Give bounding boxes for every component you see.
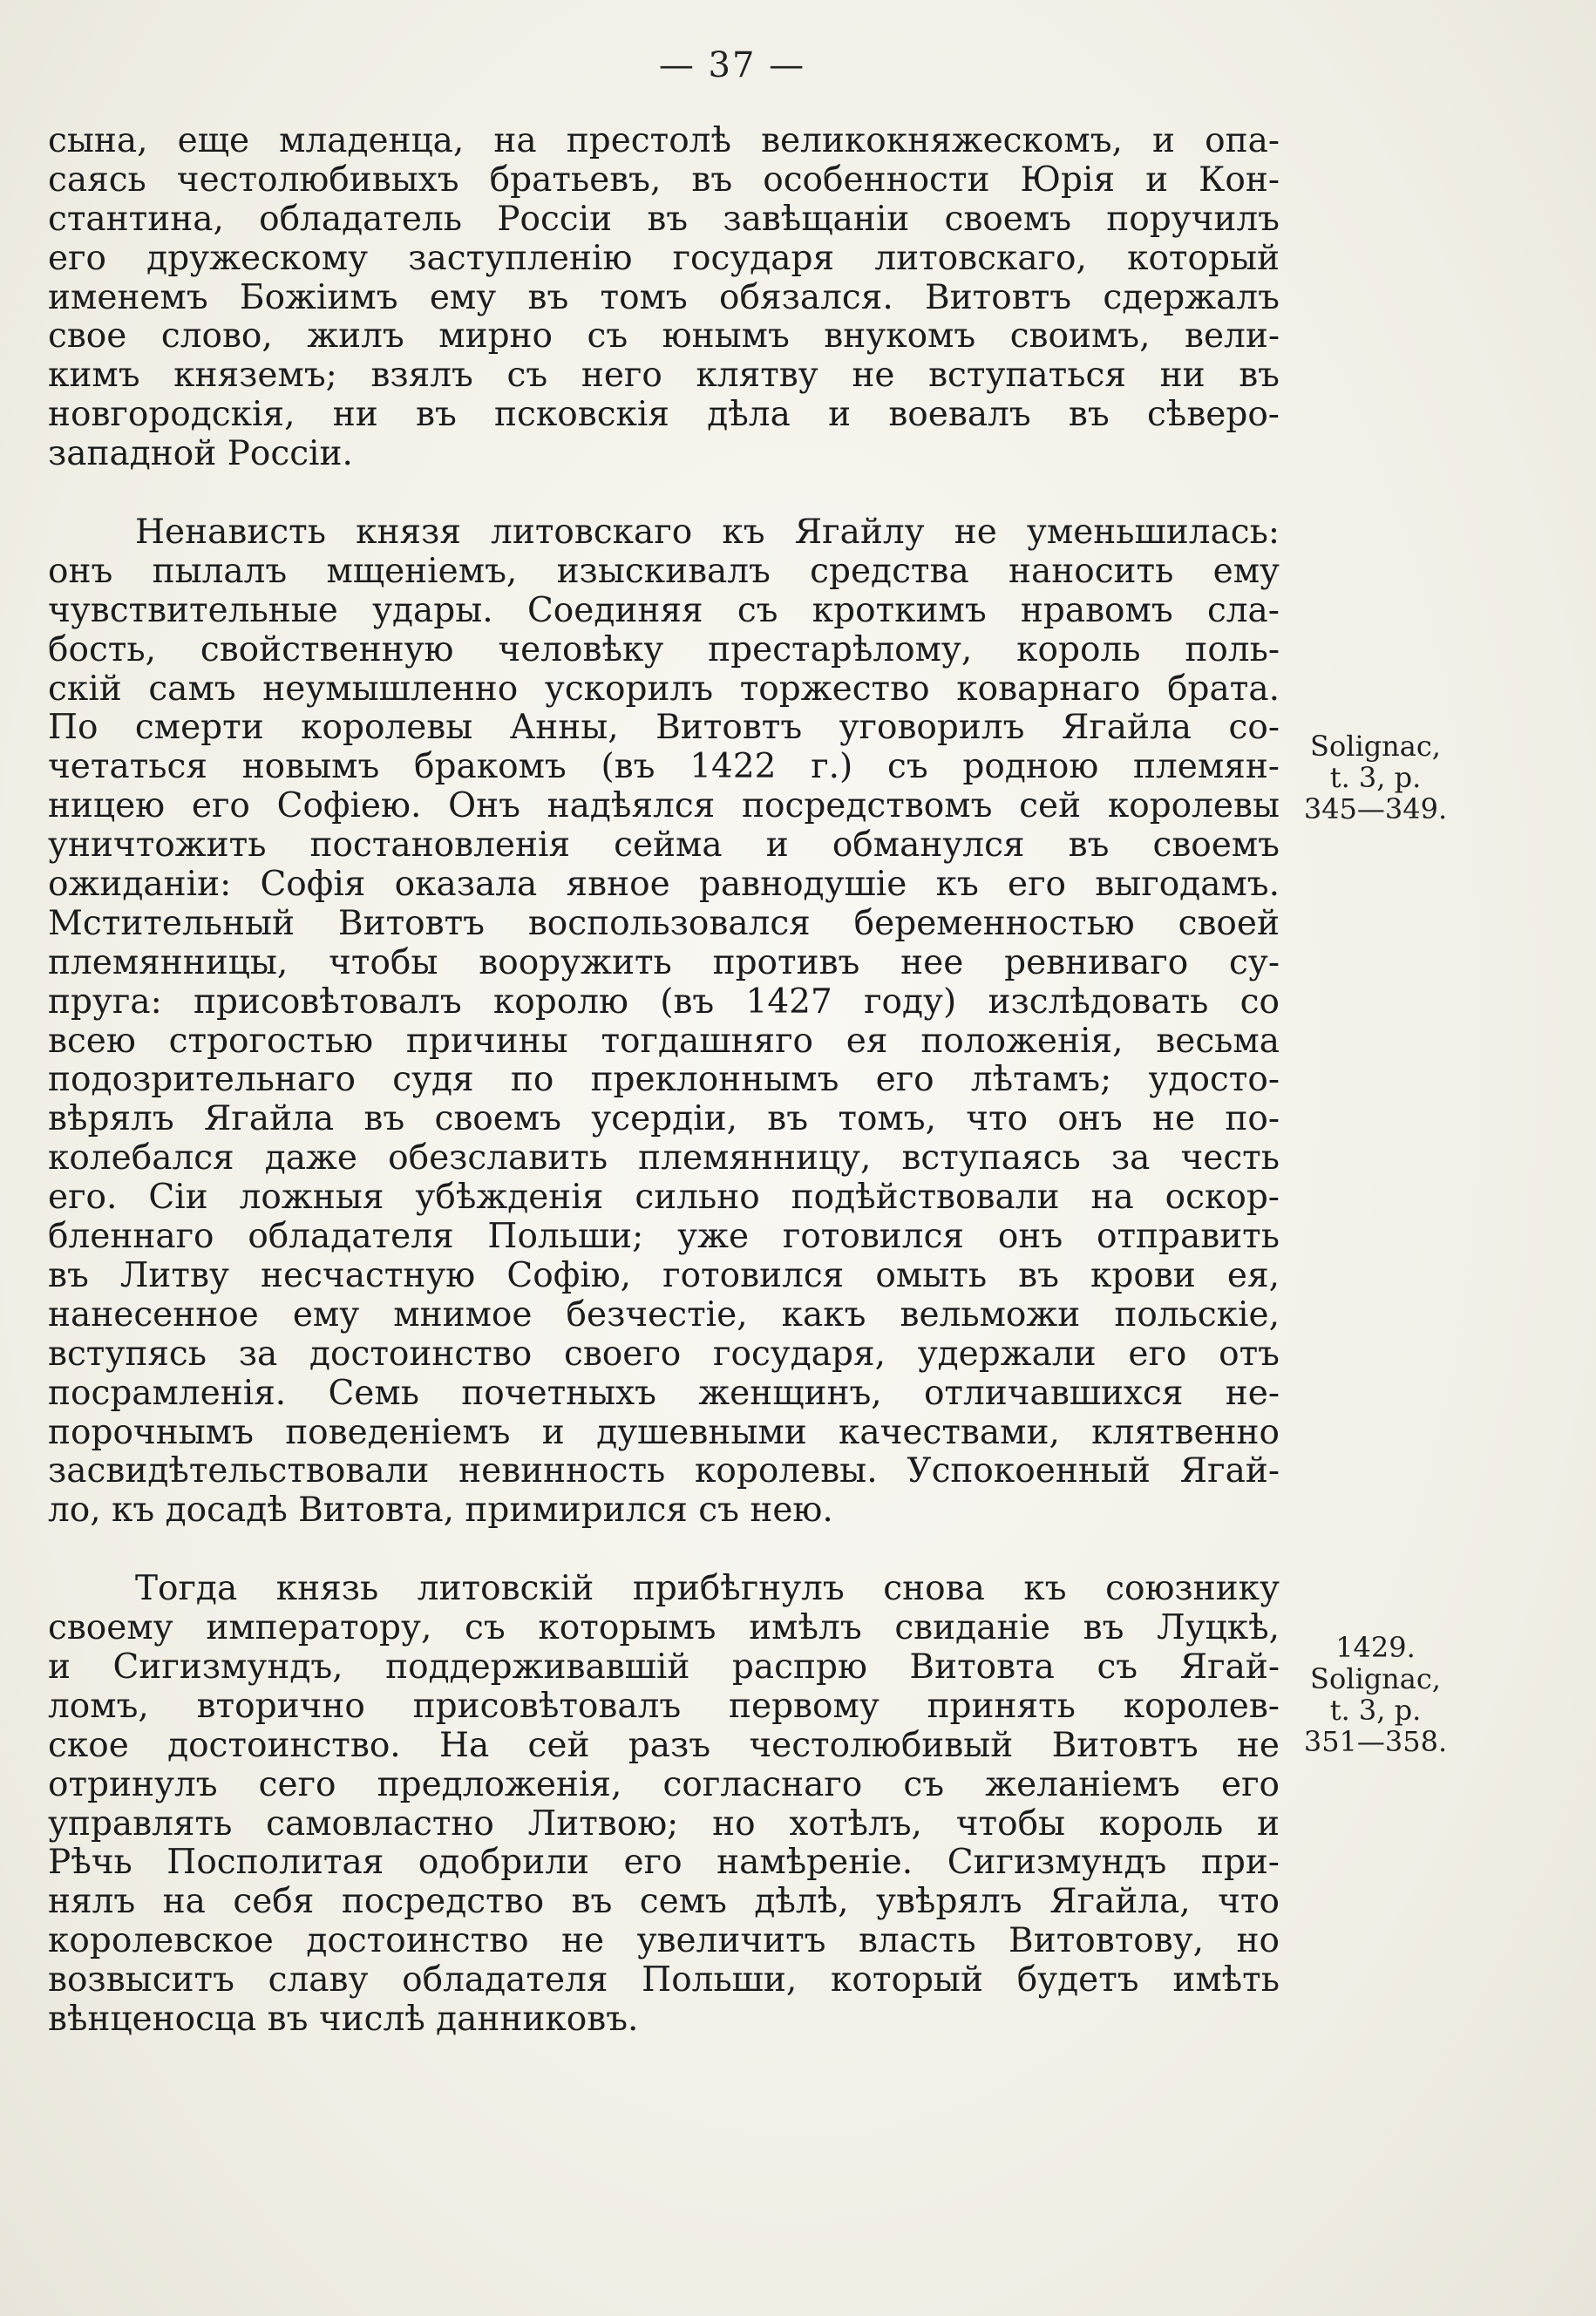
margin-note-line: 351—358. [1303,1725,1448,1758]
text-line: бость, свойственную человѣку престарѣлому, король поль- [48,630,1280,669]
margin-note-line: 1429. [1335,1631,1416,1664]
text-line: возвыситъ славу обладателя Польши, который будетъ имѣть [48,1961,1280,2000]
text-line: Тогда князь литовскій прибѣгнулъ снова къ союзнику [135,1570,1280,1609]
text-line: именемъ Божіимъ ему въ томъ обязался. Витовтъ сдержалъ [48,278,1280,317]
text-line: порочнымъ поведеніемъ и душевными качествами, клятвенно [48,1413,1280,1452]
margin-note-line: 345—349. [1303,792,1448,825]
text-line: вѣрялъ Ягайла въ своемъ усердіи, въ томъ, что онъ не по- [48,1100,1280,1139]
text-line: Ненависть князя литовскаго къ Ягайлу не уменьшилась: [135,513,1280,553]
text-line: ницею его Софіею. Онъ надѣялся посредствомъ сей королевы [48,787,1280,826]
text-line: королевское достоинство не увеличитъ власть Витовтову, но [48,1922,1280,1961]
text-line: всею строгостью причины тогдашняго ея положенія, весьма [48,1022,1280,1061]
text-line: ожиданіи: Софія оказала явное равнодушіе къ его выгодамъ. [48,866,1280,905]
text-line: четаться новымъ бракомъ (въ 1422 г.) съ родною племян- [48,748,1280,787]
text-line: бленнаго обладателя Польши; уже готовился онъ отправить [48,1218,1280,1257]
text-line: вѣнценосца въ числѣ данниковъ. [48,2000,639,2039]
text-line: уничтожить постановленія сейма и обманулся въ своемъ [48,826,1280,866]
text-line: свое слово, жилъ мирно съ юнымъ внукомъ своимъ, вели- [48,317,1280,357]
text-line: и Сигизмундъ, поддерживавшій распрю Витовта съ Ягай- [48,1647,1280,1687]
text-line: новгородскія, ни въ псковскія дѣла и воевалъ въ сѣверо- [48,396,1280,435]
margin-note-line: Solignac, [1310,730,1441,763]
text-line: стантина, обладатель Россіи въ завѣщаніи своемъ поручилъ [48,200,1280,239]
text-line: подозрительнаго судя по преклоннымъ его лѣтамъ; удосто- [48,1061,1280,1100]
text-line: Мстительный Витовтъ воспользовался беременностью своей [48,904,1280,943]
text-line: нанесенное ему мнимое безчестіе, какъ вельможи польскіе, [48,1295,1280,1335]
paragraph-gap [48,474,1280,513]
text-line: его. Сіи ложныя убѣжденія сильно подѣйствовали на оскор- [48,1178,1280,1218]
text-line: племянницы, чтобы вооружить противъ нее ревниваго су- [48,943,1280,982]
text-line: въ Литву несчастную Софію, готовился омыть въ крови ея, [48,1256,1280,1295]
margin-note-line: t. 3, p. [1329,761,1422,794]
text-line: засвидѣтельствовали невинность королевы. Успокоенный Ягай- [48,1452,1280,1491]
text-line: онъ пылалъ мщеніемъ, изыскивалъ средства наносить ему [48,552,1280,591]
text-line: западной Россіи. [48,435,353,474]
text-line: пруга: присовѣтовалъ королю (въ 1427 году) изслѣдовать со [48,982,1280,1022]
margin-note-line: t. 3, p. [1329,1694,1422,1727]
text-line: скій самъ неумышленно ускорилъ торжество коварнаго брата. [48,669,1280,709]
text-line: чувствительные удары. Соединяя съ кроткимъ нравомъ сла- [48,591,1280,630]
margin-note-solignac-345-349 [1288,730,1463,825]
text-line: По смерти королевы Анны, Витовтъ уговорилъ Ягайла со- [48,709,1280,748]
paragraph-gap [48,1531,1280,1570]
text-line: ломъ, вторично присовѣтовалъ первому принять королев- [48,1687,1280,1726]
text-line: его дружескому заступленію государя литовскаго, который [48,239,1280,278]
text-line: нялъ на себя посредство въ семъ дѣлѣ, увѣрялъ Ягайла, что [48,1883,1280,1922]
text-line: колебался даже обезславить племянницу, вступаясь за честь [48,1139,1280,1178]
text-line: ское достоинство. На сей разъ честолюбивый Витовтъ не [48,1726,1280,1765]
text-line: отринулъ сего предложенія, согласнаго съ желаніемъ его [48,1765,1280,1804]
text-line: управлять самовластно Литвою; но хотѣлъ, чтобы король и [48,1804,1280,1844]
body-text [48,122,1280,2040]
text-line: кимъ княземъ; взялъ съ него клятву не вступаться ни въ [48,357,1280,396]
text-line: вступясь за достоинство своего государя, удержали его отъ [48,1335,1280,1374]
text-line: сына, еще младенца, на престолѣ великокняжескомъ, и опа- [48,122,1280,160]
text-line: Рѣчь Посполитая одобрили его намѣреніе. Сигизмундъ при- [48,1844,1280,1883]
text-line: своему императору, съ которымъ имѣлъ свиданіе въ Луцкѣ, [48,1609,1280,1648]
page-number: — 37 — [658,45,806,85]
margin-note-line: Solignac, [1310,1662,1441,1695]
text-line: ло, къ досадѣ Витовта, примирился съ нею. [48,1491,833,1531]
text-line: саясь честолюбивыхъ братьевъ, въ особенности Юрія и Кон- [48,160,1280,200]
margin-note-1429-solignac-351-358 [1288,1632,1463,1757]
text-line: посрамленія. Семь почетныхъ женщинъ, отличавшихся не- [48,1374,1280,1413]
